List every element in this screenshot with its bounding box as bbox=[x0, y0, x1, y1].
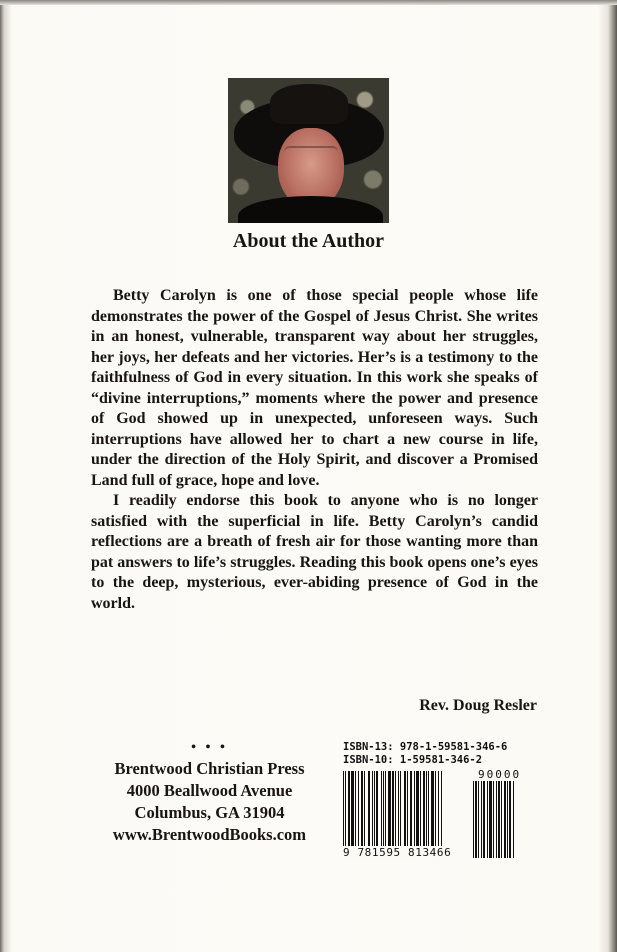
glasses bbox=[284, 146, 338, 162]
about-author-heading: About the Author bbox=[232, 230, 385, 252]
bio-paragraph: Betty Carolyn is one of those special people whose life demonstrates the power of the Gospel of Jesus Christ. She writes in an honest, vulnerable, transparent way about her struggles, her joys, her defeats and her victories. Her’s is a testimony to the faithfulness of God in every situation. In this work she speaks of “divine interruptions,” moments where the power and presence of God showed up in unexpected, unforeseen ways. Such interruptions have allowed her to chart a new course in life, under the direction of the Holy Spirit, and discover a Promised Land full of grace, hope and love. bbox=[91, 287, 538, 489]
author-photo bbox=[228, 78, 389, 223]
author-bio bbox=[91, 286, 538, 614]
endorsement-paragraph: I readily endorse this book to anyone who is no longer satisfied with the superficial in life. Betty Carolyn’s candid reflections are a breath of fresh air for those wanting more than pat answers to life’s struggles. Reading this book opens one’s eyes to the deep, mysterious, ever-abiding presence of God in the world. bbox=[91, 492, 538, 612]
barcode-addon bbox=[473, 781, 533, 858]
publisher-city: Columbus, GA 31904 bbox=[134, 803, 285, 822]
endorser-signature: Rev. Doug Resler bbox=[419, 697, 537, 714]
isbn-10: ISBN-10: 1-59581-346-2 bbox=[343, 754, 483, 766]
barcode-ean13 bbox=[343, 771, 461, 851]
hat-crown bbox=[270, 84, 348, 124]
cover-edge bbox=[0, 0, 617, 5]
publisher-name: Brentwood Christian Press bbox=[114, 759, 305, 778]
isbn-13: ISBN-13: 978-1-59581-346-6 bbox=[343, 741, 508, 753]
publisher-street: 4000 Beallwood Avenue bbox=[126, 781, 293, 800]
publisher-website: www.BrentwoodBooks.com bbox=[112, 825, 307, 844]
price-addon-digits: 90000 bbox=[478, 768, 522, 781]
isbn-block bbox=[343, 741, 507, 767]
barcode-digits: 9 781595 813466 bbox=[343, 846, 452, 859]
publisher-block bbox=[82, 742, 337, 846]
separator-dots: • • • bbox=[191, 740, 228, 755]
